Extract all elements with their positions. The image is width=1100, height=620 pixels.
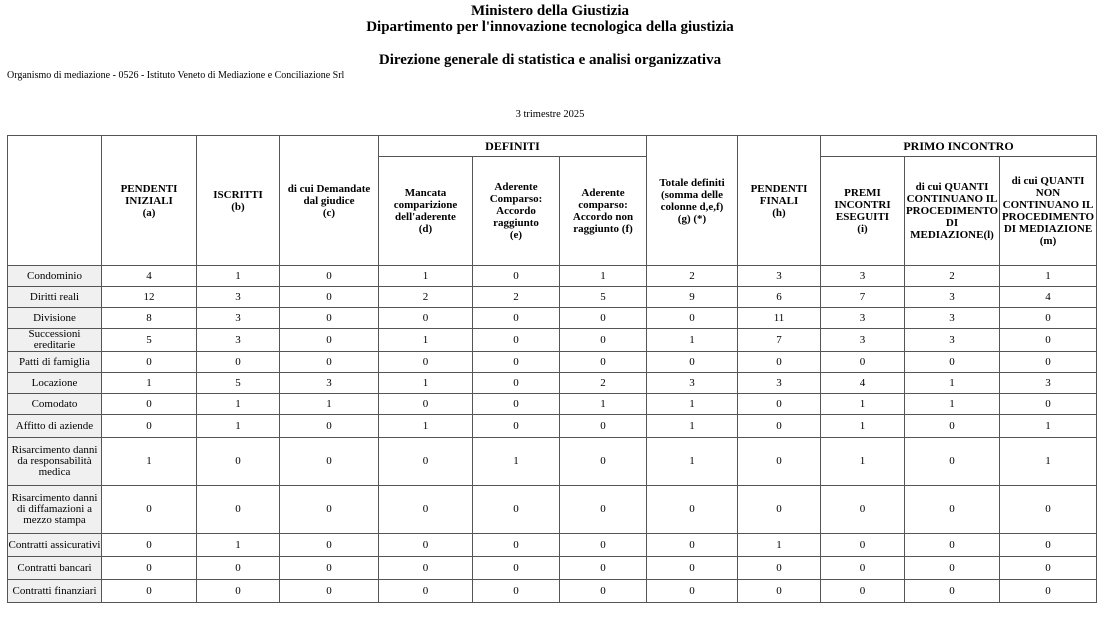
cell-g: 9: [647, 287, 738, 308]
cell-b: 0: [197, 557, 280, 580]
cell-m: 0: [1000, 352, 1097, 373]
cell-c: 0: [280, 557, 379, 580]
cell-d: 0: [379, 557, 473, 580]
cell-c: 3: [280, 373, 379, 394]
cell-e: 0: [473, 394, 560, 415]
cell-g: 0: [647, 580, 738, 603]
cell-i: 1: [821, 438, 905, 486]
cell-d: 1: [379, 329, 473, 352]
cell-h: 0: [738, 438, 821, 486]
period-label: 3 trimestre 2025: [515, 109, 585, 120]
col-header-g: Totale definiti (somma delle colonne d,e,f) (g) (*): [647, 136, 738, 266]
cell-b: 1: [197, 394, 280, 415]
cell-a: 5: [102, 329, 197, 352]
cell-c: 0: [280, 580, 379, 603]
cell-c: 0: [280, 415, 379, 438]
table-row: [8, 329, 1097, 352]
col-header-m: di cui QUANTI NON CONTINUANO IL PROCEDIMENTO DI MEDIAZIONE (m): [1000, 157, 1097, 266]
cell-l: 0: [905, 580, 1000, 603]
cell-m: 0: [1000, 308, 1097, 329]
cell-b: 3: [197, 308, 280, 329]
cell-f: 0: [560, 352, 647, 373]
cell-d: 0: [379, 486, 473, 534]
row-label: Locazione: [8, 373, 102, 394]
ministry-title: Ministero della Giustizia: [470, 3, 630, 19]
cell-m: 1: [1000, 415, 1097, 438]
cell-i: 3: [821, 308, 905, 329]
col-header-l: di cui QUANTI CONTINUANO IL PROCEDIMENTO DI MEDIAZIONE(l): [905, 157, 1000, 266]
cell-m: 0: [1000, 329, 1097, 352]
cell-c: 0: [280, 287, 379, 308]
cell-e: 0: [473, 415, 560, 438]
cell-i: 0: [821, 486, 905, 534]
cell-i: 7: [821, 287, 905, 308]
cell-g: 0: [647, 557, 738, 580]
cell-e: 0: [473, 266, 560, 287]
cell-e: 0: [473, 486, 560, 534]
cell-d: 0: [379, 394, 473, 415]
table-row: [8, 580, 1097, 603]
cell-m: 3: [1000, 373, 1097, 394]
cell-f: 2: [560, 373, 647, 394]
cell-d: 0: [379, 580, 473, 603]
col-header-a: PENDENTI INIZIALI (a): [102, 136, 197, 266]
cell-b: 3: [197, 329, 280, 352]
cell-m: 0: [1000, 557, 1097, 580]
cell-b: 0: [197, 352, 280, 373]
cell-i: 3: [821, 329, 905, 352]
cell-g: 0: [647, 486, 738, 534]
cell-l: 0: [905, 557, 1000, 580]
row-label: Risarcimento danni di diffamazioni a mezzo stampa: [8, 486, 102, 534]
cell-a: 0: [102, 534, 197, 557]
cell-m: 0: [1000, 394, 1097, 415]
cell-a: 8: [102, 308, 197, 329]
cell-e: 0: [473, 534, 560, 557]
table-row: [8, 373, 1097, 394]
cell-f: 0: [560, 438, 647, 486]
cell-c: 0: [280, 438, 379, 486]
cell-b: 0: [197, 580, 280, 603]
cell-a: 0: [102, 486, 197, 534]
table-row: [8, 287, 1097, 308]
table-row: [8, 415, 1097, 438]
cell-c: 1: [280, 394, 379, 415]
cell-b: 1: [197, 266, 280, 287]
cell-b: 0: [197, 486, 280, 534]
cell-b: 0: [197, 438, 280, 486]
cell-d: 0: [379, 308, 473, 329]
col-header-c: di cui Demandate dal giudice (c): [280, 136, 379, 266]
table-row: [8, 438, 1097, 486]
cell-i: 0: [821, 534, 905, 557]
row-label: Risarcimento danni da responsabilità medica: [8, 438, 102, 486]
table-row: [8, 394, 1097, 415]
row-label: Contratti finanziari: [8, 580, 102, 603]
cell-i: 0: [821, 557, 905, 580]
cell-m: 1: [1000, 438, 1097, 486]
cell-e: 0: [473, 557, 560, 580]
cell-d: 0: [379, 438, 473, 486]
cell-a: 4: [102, 266, 197, 287]
cell-g: 0: [647, 308, 738, 329]
cell-h: 0: [738, 352, 821, 373]
cell-d: 0: [379, 534, 473, 557]
department-title: Dipartimento per l'innovazione tecnologica della giustizia: [366, 19, 734, 35]
group-header-primo-incontro: PRIMO INCONTRO: [821, 136, 1097, 157]
cell-a: 1: [102, 438, 197, 486]
group-header-definiti: DEFINITI: [379, 136, 647, 157]
cell-e: 0: [473, 580, 560, 603]
cell-b: 5: [197, 373, 280, 394]
cell-f: 1: [560, 266, 647, 287]
cell-h: 11: [738, 308, 821, 329]
cell-l: 2: [905, 266, 1000, 287]
cell-b: 1: [197, 415, 280, 438]
cell-c: 0: [280, 486, 379, 534]
cell-l: 0: [905, 438, 1000, 486]
cell-e: 0: [473, 329, 560, 352]
cell-i: 1: [821, 415, 905, 438]
cell-c: 0: [280, 308, 379, 329]
row-label: Contratti assicurativi: [8, 534, 102, 557]
cell-f: 0: [560, 486, 647, 534]
cell-i: 1: [821, 394, 905, 415]
cell-h: 0: [738, 415, 821, 438]
cell-h: 0: [738, 486, 821, 534]
table-row: [8, 486, 1097, 534]
cell-l: 3: [905, 308, 1000, 329]
cell-g: 2: [647, 266, 738, 287]
cell-d: 1: [379, 266, 473, 287]
cell-a: 12: [102, 287, 197, 308]
cell-l: 1: [905, 373, 1000, 394]
cell-h: 0: [738, 580, 821, 603]
cell-l: 3: [905, 329, 1000, 352]
cell-c: 0: [280, 329, 379, 352]
cell-h: 3: [738, 373, 821, 394]
cell-i: 4: [821, 373, 905, 394]
cell-i: 0: [821, 580, 905, 603]
cell-c: 0: [280, 266, 379, 287]
cell-g: 0: [647, 534, 738, 557]
row-label: Divisione: [8, 308, 102, 329]
cell-a: 0: [102, 580, 197, 603]
cell-l: 0: [905, 534, 1000, 557]
row-label: Comodato: [8, 394, 102, 415]
directorate-title: Direzione generale di statistica e analisi organizzativa: [378, 52, 722, 68]
cell-f: 0: [560, 415, 647, 438]
cell-b: 1: [197, 534, 280, 557]
cell-m: 4: [1000, 287, 1097, 308]
header-row-groups: [8, 136, 1097, 157]
cell-d: 2: [379, 287, 473, 308]
cell-c: 0: [280, 534, 379, 557]
cell-m: 0: [1000, 534, 1097, 557]
cell-e: 0: [473, 308, 560, 329]
corner-cell: [8, 136, 102, 266]
cell-i: 0: [821, 352, 905, 373]
cell-e: 0: [473, 373, 560, 394]
cell-a: 0: [102, 557, 197, 580]
cell-h: 1: [738, 534, 821, 557]
col-header-d: Mancata comparizione dell'aderente (d): [379, 157, 473, 266]
row-label: Contratti bancari: [8, 557, 102, 580]
cell-g: 1: [647, 394, 738, 415]
cell-a: 0: [102, 394, 197, 415]
cell-f: 0: [560, 557, 647, 580]
table-body: [8, 266, 1097, 603]
row-label: Successioni ereditarie: [8, 329, 102, 352]
cell-f: 0: [560, 580, 647, 603]
cell-f: 0: [560, 329, 647, 352]
cell-d: 1: [379, 415, 473, 438]
cell-l: 0: [905, 415, 1000, 438]
cell-a: 1: [102, 373, 197, 394]
cell-b: 3: [197, 287, 280, 308]
cell-m: 0: [1000, 486, 1097, 534]
table-row: [8, 534, 1097, 557]
cell-m: 0: [1000, 580, 1097, 603]
cell-f: 0: [560, 308, 647, 329]
cell-a: 0: [102, 352, 197, 373]
row-label: Condominio: [8, 266, 102, 287]
table-row: [8, 557, 1097, 580]
cell-i: 3: [821, 266, 905, 287]
col-header-i: PREMI INCONTRI ESEGUITI (i): [821, 157, 905, 266]
cell-l: 0: [905, 486, 1000, 534]
cell-f: 1: [560, 394, 647, 415]
cell-f: 5: [560, 287, 647, 308]
cell-g: 1: [647, 438, 738, 486]
cell-e: 0: [473, 352, 560, 373]
cell-a: 0: [102, 415, 197, 438]
cell-m: 1: [1000, 266, 1097, 287]
cell-h: 6: [738, 287, 821, 308]
cell-l: 0: [905, 352, 1000, 373]
cell-l: 3: [905, 287, 1000, 308]
cell-d: 0: [379, 352, 473, 373]
table-row: [8, 308, 1097, 329]
cell-c: 0: [280, 352, 379, 373]
col-header-e: Aderente Comparso: Accordo raggiunto (e): [473, 157, 560, 266]
cell-g: 3: [647, 373, 738, 394]
cell-f: 0: [560, 534, 647, 557]
cell-h: 0: [738, 394, 821, 415]
row-label: Patti di famiglia: [8, 352, 102, 373]
row-label: Diritti reali: [8, 287, 102, 308]
cell-l: 1: [905, 394, 1000, 415]
col-header-b: ISCRITTI (b): [197, 136, 280, 266]
cell-h: 3: [738, 266, 821, 287]
organism-label: Organismo di mediazione - 0526 - Istituto Veneto di Mediazione e Conciliazione Srl: [7, 70, 345, 81]
cell-g: 1: [647, 329, 738, 352]
table-row: [8, 266, 1097, 287]
cell-h: 0: [738, 557, 821, 580]
cell-g: 0: [647, 352, 738, 373]
col-header-f: Aderente comparso: Accordo non raggiunto (f): [560, 157, 647, 266]
col-header-h: PENDENTI FINALI (h): [738, 136, 821, 266]
cell-h: 7: [738, 329, 821, 352]
cell-g: 1: [647, 415, 738, 438]
cell-e: 1: [473, 438, 560, 486]
cell-d: 1: [379, 373, 473, 394]
statistics-table: [7, 135, 1097, 603]
row-label: Affitto di aziende: [8, 415, 102, 438]
table-row: [8, 352, 1097, 373]
cell-e: 2: [473, 287, 560, 308]
